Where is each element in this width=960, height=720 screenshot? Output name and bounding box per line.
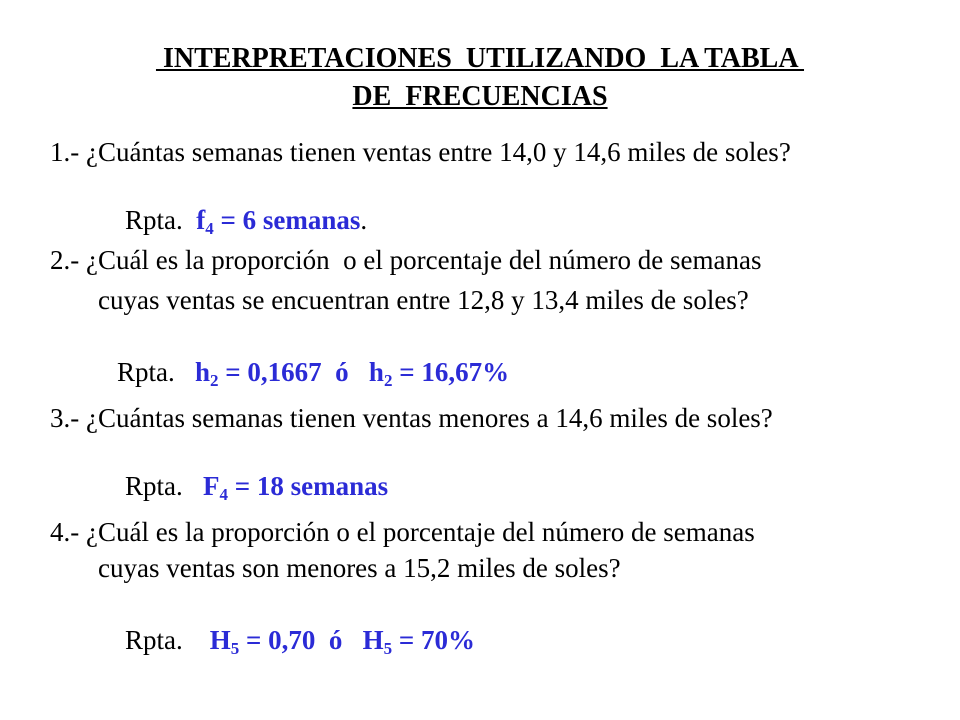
question-4-line-2: cuyas ventas son menores a 15,2 miles de soles? <box>98 553 621 583</box>
rpta-label: Rpta. <box>117 357 175 387</box>
answer-1-value: = 6 semanas <box>213 205 361 235</box>
rpta-label: Rpta. <box>125 471 183 501</box>
answer-3-subscript: 4 <box>219 485 228 504</box>
answer-2-subscript: 2 <box>210 371 219 390</box>
question-3: 3.- ¿Cuántas semanas tienen ventas menores a 14,6 miles de soles? <box>50 403 773 433</box>
answer-3-symbol: F <box>203 471 220 501</box>
answer-4-subscript-2: 5 <box>383 639 393 658</box>
answer-2-subscript-2: 2 <box>383 371 393 390</box>
answer-4-value: = 0,70 ó H <box>239 625 384 655</box>
question-2-line-1: 2.- ¿Cuál es la proporción o el porcentaje del número de semanas <box>50 245 762 275</box>
answer-2-symbol: h <box>195 357 211 387</box>
answer-2-value: = 0,1667 ó h <box>218 357 384 387</box>
answer-4 <box>98 592 475 688</box>
slide-title-line-2: DE FRECUENCIAS <box>352 81 608 112</box>
rpta-label: Rpta. <box>125 205 183 235</box>
answer-3-value: = 18 semanas <box>228 471 389 501</box>
question-4-line-1: 4.- ¿Cuál es la proporción o el porcentaje del número de semanas <box>50 517 755 547</box>
answer-4-percent: = 70% <box>392 625 476 655</box>
answer-1-period: . <box>360 205 368 235</box>
slide-title-line-1: INTERPRETACIONES UTILIZANDO LA TABLA <box>155 43 805 74</box>
rpta-label: Rpta. <box>125 625 183 655</box>
answer-1-symbol: f <box>196 205 206 235</box>
answer-2-percent: = 16,67% <box>392 357 510 387</box>
question-2-line-2: cuyas ventas se encuentran entre 12,8 y 13,4 miles de soles? <box>98 285 749 315</box>
answer-1-subscript: 4 <box>205 219 214 238</box>
answer-4-subscript: 5 <box>230 639 240 658</box>
answer-4-symbol: H <box>209 625 231 655</box>
question-1: 1.- ¿Cuántas semanas tienen ventas entre 14,0 y 14,6 miles de soles? <box>50 137 791 167</box>
